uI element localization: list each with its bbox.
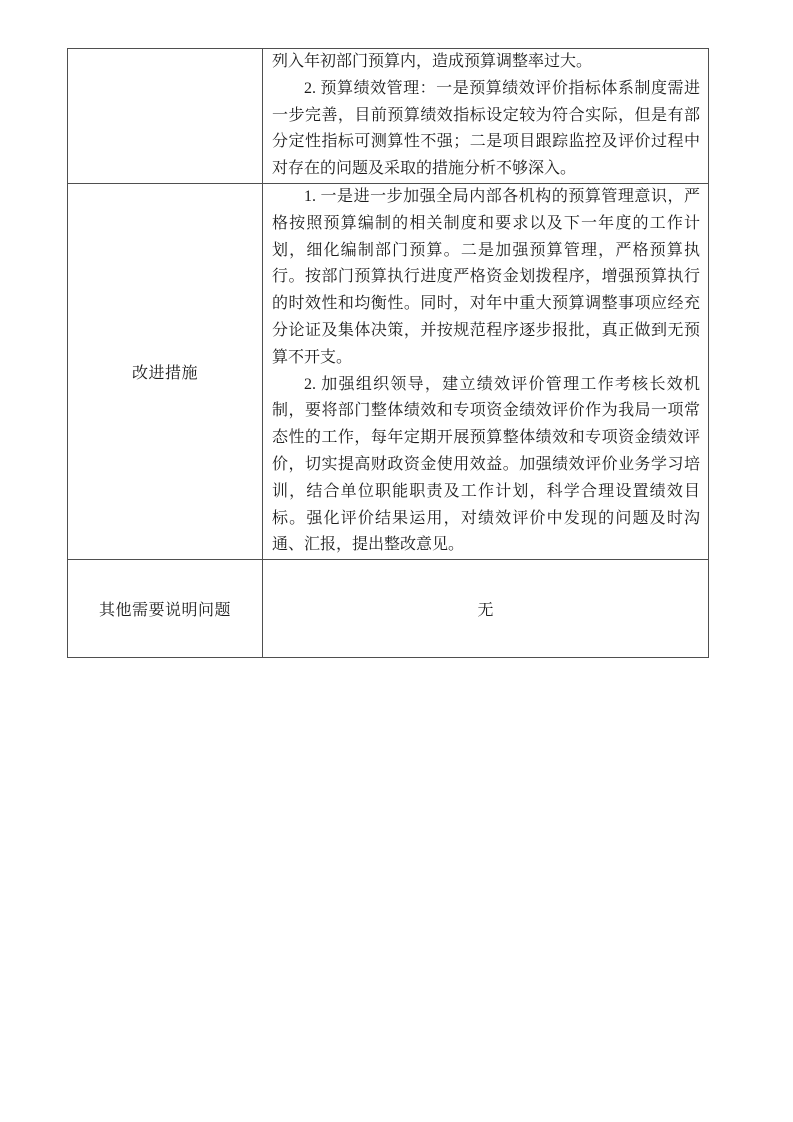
other-issues-value: 无 [263, 560, 709, 658]
problems-continued-paragraph-1: 列入年初部门预算内，造成预算调整率过大。 [272, 53, 593, 70]
table-row-improvement-measures [68, 183, 709, 559]
improvement-measures-content-cell [263, 183, 709, 559]
improvement-measures-paragraph-1: 1. 一是进一步加强全局内部各机构的预算管理意识，严格按照预算编制的相关制度和要求以及下一年度的工作计划，细化编制部门预算。二是加强预算管理，严格预算执行。按部门预算执行进度严格资金划拨程序，增强预算执行的时效性和均衡性。同时，对年中重大预算调整事项应经充分论证及集体决策，并按规范程序逐步报批，真正做到无预算不开支。 [272, 187, 700, 366]
other-issues-label: 其他需要说明问题 [68, 560, 263, 658]
evaluation-table [67, 48, 709, 658]
problems-continued-paragraph-2: 2. 预算绩效管理：一是预算绩效评价指标体系制度需进一步完善，目前预算绩效指标设定较为符合实际，但是有部分定性指标可测算性不强；二是项目跟踪监控及评价过程中对存在的问题及采取的措施分析不够深入。 [272, 79, 700, 178]
table-row-other-issues [68, 560, 709, 658]
table-row-problems-continued [68, 49, 709, 184]
problems-continued-label-cell [68, 49, 263, 184]
improvement-measures-label: 改进措施 [68, 183, 263, 559]
improvement-measures-paragraph-2: 2. 加强组织领导，建立绩效评价管理工作考核长效机制，要将部门整体绩效和专项资金绩效评价作为我局一项常态性的工作，每年定期开展预算整体绩效和专项资金绩效评价，切实提高财政资金使用效益。加强绩效评价业务学习培训，结合单位职能职责及工作计划，科学合理设置绩效目标。强化评价结果运用，对绩效评价中发现的问题及时沟通、汇报，提出整改意见。 [272, 375, 700, 554]
problems-continued-content-cell [263, 49, 709, 184]
